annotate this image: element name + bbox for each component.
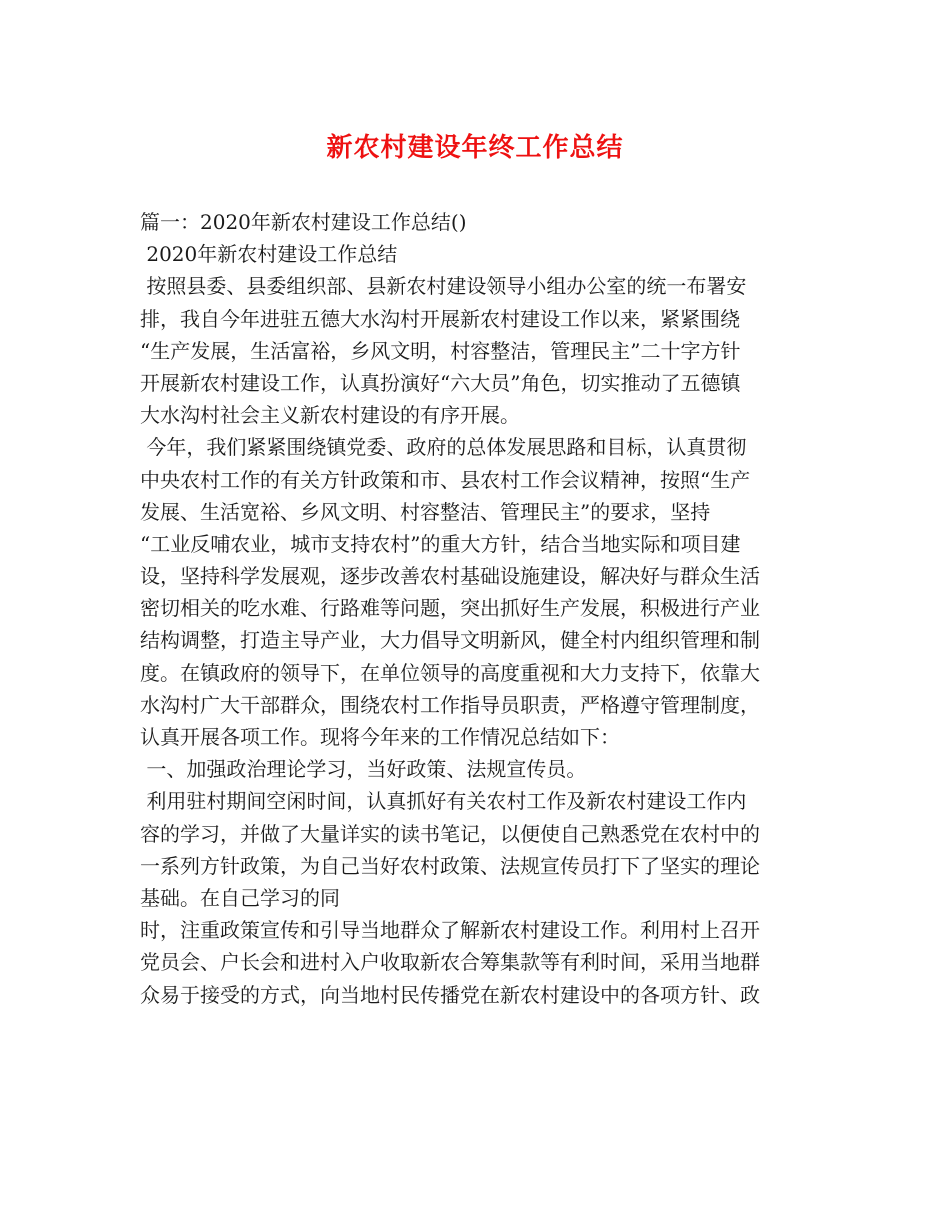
paragraph-line: 开展新农村建设工作，认真扮演好“六大员”角色，切实推动了五德镇 — [140, 370, 741, 395]
document-body — [140, 206, 816, 1011]
paragraph-line: 基础。在自己学习的同 — [140, 885, 340, 910]
paragraph-line: 认真开展各项工作。现将今年来的工作情况总结如下： — [140, 725, 620, 749]
paragraph-line: “工业反哺农业，城市支持农村”的重大方针，结合当地实际和项目建 — [140, 531, 741, 556]
paragraph-line: 设，坚持科学发展观，逐步改善农村基础设施建设，解决好与群众生活 — [140, 564, 760, 589]
paragraph-line: 今年，我们紧紧围绕镇党委、政府的总体发展思路和目标，认真贯彻 — [140, 435, 747, 460]
paragraph-line: 水沟村广大干部群众，围绕农村工作指导员职责，严格遵守管理制度， — [140, 692, 760, 717]
document-title: 新农村建设年终工作总结 — [326, 133, 624, 163]
paragraph-line: 一、加强政治理论学习，当好政策、法规宣传员。 — [140, 757, 587, 782]
paragraph-line: 大水沟村社会主义新农村建设的有序开展。 — [140, 403, 520, 428]
paragraph-line: 发展、生活宽裕、乡风文明、村容整洁、管理民主”的要求，坚持 — [140, 499, 711, 524]
paragraph-line: 容的学习，并做了大量详实的读书笔记，以便使自己熟悉党在农村中的 — [140, 821, 760, 846]
paragraph-line: 篇一：2020年新农村建设工作总结() — [140, 210, 467, 234]
paragraph-line: “生产发展，生活富裕，乡风文明，村容整洁，管理民主”二十字方针 — [140, 338, 741, 363]
paragraph-line: 时，注重政策宣传和引导当地群众了解新农村建设工作。利用村上召开 — [140, 918, 760, 943]
paragraph-line: 2020年新农村建设工作总结 — [140, 242, 398, 267]
paragraph-line: 利用驻村期间空闲时间，认真抓好有关农村工作及新农村建设工作内 — [140, 789, 747, 814]
paragraph-line: 结构调整，打造主导产业，大力倡导文明新风，健全村内组织管理和制 — [140, 628, 760, 653]
paragraph-line: 按照县委、县委组织部、县新农村建设领导小组办公室的统一布署安 — [140, 274, 747, 299]
paragraph-line: 众易于接受的方式，向当地村民传播党在新农村建设中的各项方针、政 — [140, 982, 760, 1007]
paragraph-line: 中央农村工作的有关方针政策和市、县农村工作会议精神，按照“生产 — [140, 467, 751, 492]
paragraph-line: 一系列方针政策，为自己当好农村政策、法规宣传员打下了坚实的理论 — [140, 853, 760, 878]
paragraph-line: 党员会、户长会和进村入户收取新农合筹集款等有利时间，采用当地群 — [140, 950, 760, 975]
paragraph-line: 度。在镇政府的领导下，在单位领导的高度重视和大力支持下，依靠大 — [140, 660, 760, 685]
paragraph-line: 排，我自今年进驻五德大水沟村开展新农村建设工作以来，紧紧围绕 — [140, 306, 740, 331]
paragraph-line: 密切相关的吃水难、行路难等问题，突出抓好生产发展，积极进行产业 — [140, 596, 760, 621]
